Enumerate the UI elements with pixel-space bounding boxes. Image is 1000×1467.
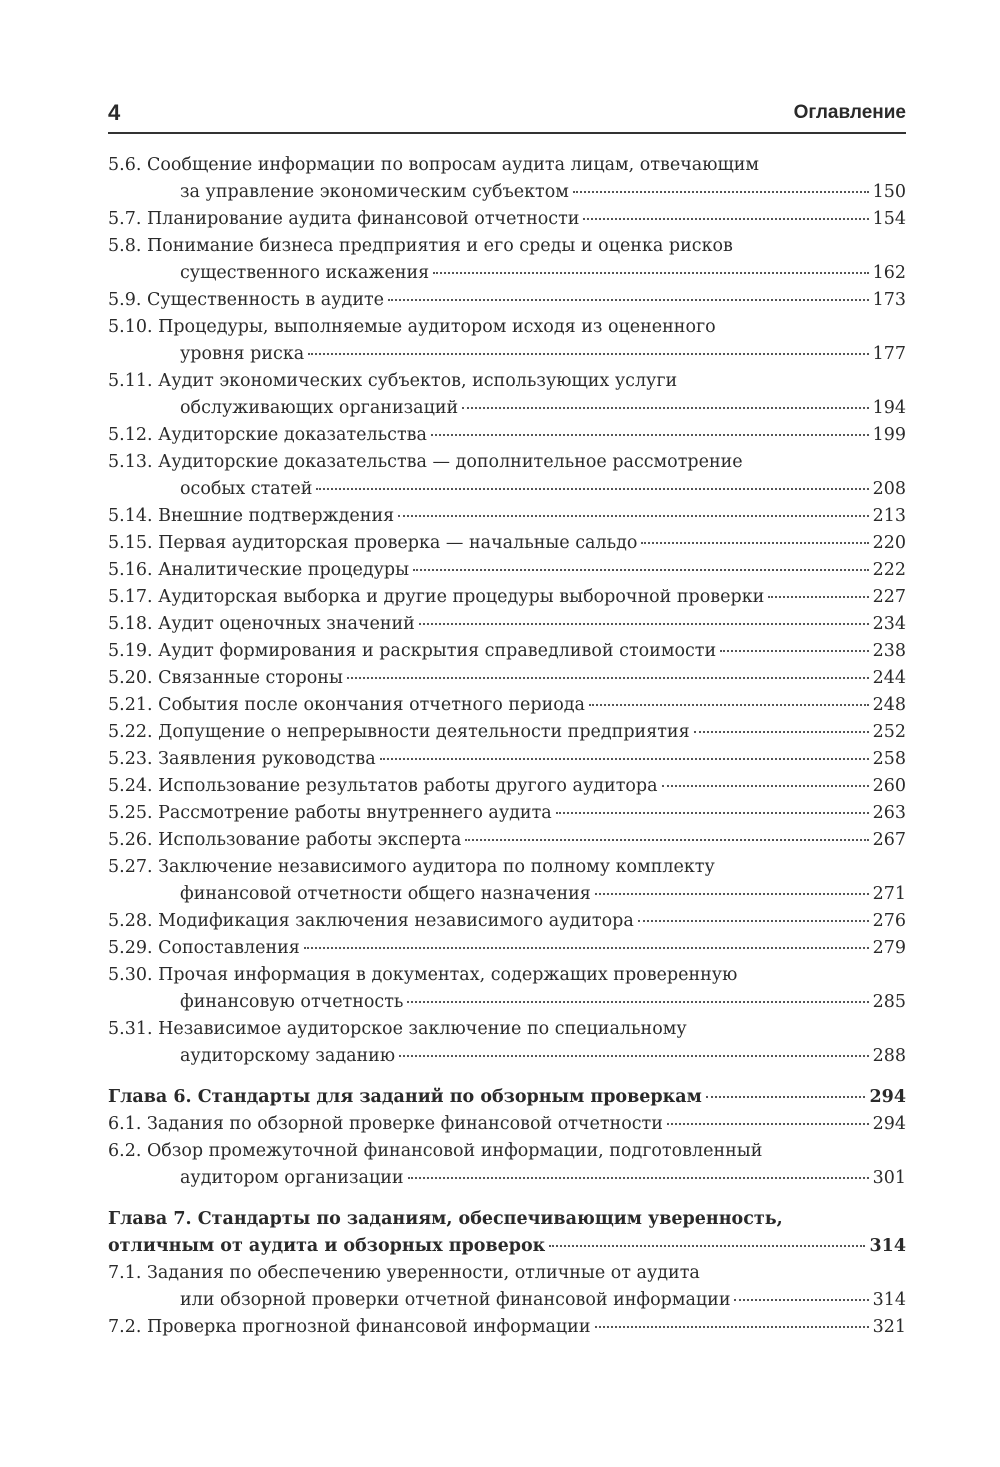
dot-leader xyxy=(431,434,869,436)
toc-entry-title: 5.14. Внешние подтверждения xyxy=(108,506,395,526)
toc-page-number: 208 xyxy=(872,479,906,499)
toc-entry-title-continued: аудиторскому заданию xyxy=(180,1046,396,1066)
dot-leader xyxy=(399,1055,869,1057)
toc-entry-title: Глава 7. Стандарты по заданиям, обеспечивающим уверенность, xyxy=(108,1209,783,1229)
toc-entry-title: 5.22. Допущение о непрерывности деятельности предприятия xyxy=(108,722,690,742)
toc-entry-title: 5.9. Существенность в аудите xyxy=(108,290,385,310)
toc-entry xyxy=(108,1260,906,1314)
running-title: Оглавление xyxy=(793,102,906,123)
dot-leader xyxy=(380,758,869,760)
toc-entry-title: 5.19. Аудит формирования и раскрытия справедливой стоимости xyxy=(108,641,717,661)
toc-entry-title: 6.2. Обзор промежуточной финансовой информации, подготовленный xyxy=(108,1141,763,1161)
toc-page-number: 199 xyxy=(872,425,906,445)
toc-entry xyxy=(108,1016,906,1070)
dot-leader xyxy=(595,1326,869,1328)
toc-page-number: 294 xyxy=(869,1087,906,1107)
running-header xyxy=(108,100,906,134)
toc-entry-title-continued: уровня риска xyxy=(180,344,305,364)
dot-leader xyxy=(413,569,869,571)
toc-entry-title: 5.27. Заключение независимого аудитора по полному комплекту xyxy=(108,857,715,877)
toc-entry xyxy=(108,1314,906,1341)
toc-page-number: 314 xyxy=(872,1290,906,1310)
toc-entry xyxy=(108,935,906,962)
toc-entry-title: 5.6. Сообщение информации по вопросам аудита лицам, отвечающим xyxy=(108,155,760,175)
dot-leader xyxy=(316,488,868,490)
toc-page-number: 285 xyxy=(872,992,906,1012)
dot-leader xyxy=(573,191,869,193)
toc-entry xyxy=(108,665,906,692)
toc-page-number: 321 xyxy=(872,1317,906,1337)
toc-page-number: 301 xyxy=(872,1168,906,1188)
toc-page-number: 194 xyxy=(872,398,906,418)
toc-entry xyxy=(108,719,906,746)
toc-entry xyxy=(108,206,906,233)
toc-page-number: 271 xyxy=(872,884,906,904)
toc-page-number: 314 xyxy=(869,1236,906,1256)
dot-leader xyxy=(304,947,869,949)
dot-leader xyxy=(595,893,869,895)
dot-leader xyxy=(734,1299,868,1301)
toc-entry xyxy=(108,557,906,584)
toc-entry-title: 5.26. Использование работы эксперта xyxy=(108,830,462,850)
dot-leader xyxy=(638,920,869,922)
toc-entry-title: 5.24. Использование результатов работы другого аудитора xyxy=(108,776,658,796)
toc-entry-title: 6.1. Задания по обзорной проверке финансовой отчетности xyxy=(108,1114,663,1134)
toc-entry xyxy=(108,800,906,827)
toc-entry-title-continued: финансовой отчетности общего назначения xyxy=(180,884,591,904)
toc-entry-title: 5.28. Модификация заключения независимого аудитора xyxy=(108,911,634,931)
dot-leader xyxy=(768,596,868,598)
toc-entry-title: Глава 6. Стандарты для заданий по обзорным проверкам xyxy=(108,1087,702,1107)
toc-entry xyxy=(108,611,906,638)
toc-page-number: 279 xyxy=(872,938,906,958)
dot-leader xyxy=(641,542,868,544)
toc-entry xyxy=(108,773,906,800)
dot-leader xyxy=(462,407,868,409)
toc-page-number: 173 xyxy=(872,290,906,310)
toc-entry xyxy=(108,287,906,314)
toc-page-number: 222 xyxy=(872,560,906,580)
toc-page-number: 177 xyxy=(872,344,906,364)
toc-entry-title: 5.7. Планирование аудита финансовой отчетности xyxy=(108,209,580,229)
toc-page-number: 267 xyxy=(872,830,906,850)
toc-entry xyxy=(108,746,906,773)
toc-entry-title-continued: или обзорной проверки отчетной финансовой информации xyxy=(180,1290,731,1310)
toc-page-number: 150 xyxy=(872,182,906,202)
chapter-entry xyxy=(108,1206,906,1260)
toc-page-number: 162 xyxy=(872,263,906,283)
toc-page-number: 213 xyxy=(872,506,906,526)
toc-entry xyxy=(108,422,906,449)
toc-entry-title-continued: существенного искажения xyxy=(180,263,430,283)
toc-page-number: 154 xyxy=(872,209,906,229)
toc-entry-title-continued: особых статей xyxy=(180,479,313,499)
dot-leader xyxy=(408,1177,869,1179)
toc-page-number: 244 xyxy=(872,668,906,688)
toc-entry-title-continued: аудитором организации xyxy=(180,1168,404,1188)
dot-leader xyxy=(407,1001,868,1003)
toc-entry-title: 7.2. Проверка прогнозной финансовой информации xyxy=(108,1317,591,1337)
toc-entry-title: 5.31. Независимое аудиторское заключение по специальному xyxy=(108,1019,687,1039)
toc-entry-title: 5.8. Понимание бизнеса предприятия и его среды и оценка рисков xyxy=(108,236,733,256)
toc-entry xyxy=(108,449,906,503)
toc-page-number: 227 xyxy=(872,587,906,607)
toc-entry-title: 5.20. Связанные стороны xyxy=(108,668,343,688)
dot-leader xyxy=(308,353,868,355)
toc-entry-title-continued: финансовую отчетность xyxy=(180,992,404,1012)
toc-page-number: 248 xyxy=(872,695,906,715)
toc-entry-title: 7.1. Задания по обеспечению уверенности, отличные от аудита xyxy=(108,1263,700,1283)
toc-page-number: 252 xyxy=(872,722,906,742)
toc-entry-title: 5.29. Сопоставления xyxy=(108,938,300,958)
dot-leader xyxy=(433,272,868,274)
toc-entry-title: 5.16. Аналитические процедуры xyxy=(108,560,410,580)
toc-entry-title: 5.18. Аудит оценочных значений xyxy=(108,614,415,634)
toc-page-number: 276 xyxy=(872,911,906,931)
toc-entry-title-continued: за управление экономическим субъектом xyxy=(180,182,569,202)
toc-entry xyxy=(108,530,906,557)
dot-leader xyxy=(398,515,868,517)
dot-leader xyxy=(549,1245,865,1247)
toc-entry xyxy=(108,827,906,854)
toc-entry xyxy=(108,314,906,368)
dot-leader xyxy=(662,785,869,787)
toc-entry-title: 5.25. Рассмотрение работы внутреннего аудита xyxy=(108,803,552,823)
toc-entry-title-continued: обслуживающих организаций xyxy=(180,398,459,418)
toc-entry xyxy=(108,584,906,611)
table-of-contents xyxy=(108,152,906,1341)
toc-entry-title: 5.13. Аудиторские доказательства — дополнительное рассмотрение xyxy=(108,452,743,472)
dot-leader xyxy=(388,299,869,301)
dot-leader xyxy=(465,839,868,841)
toc-entry-title: 5.12. Аудиторские доказательства xyxy=(108,425,427,445)
dot-leader xyxy=(419,623,869,625)
dot-leader xyxy=(556,812,869,814)
toc-entry-title: 5.17. Аудиторская выборка и другие процедуры выборочной проверки xyxy=(108,587,765,607)
dot-leader xyxy=(720,650,868,652)
toc-page-number: 258 xyxy=(872,749,906,769)
toc-entry-title: 5.15. Первая аудиторская проверка — начальные сальдо xyxy=(108,533,638,553)
dot-leader xyxy=(583,218,868,220)
toc-page-number: 294 xyxy=(872,1114,906,1134)
toc-entry-title-continued: отличным от аудита и обзорных проверок xyxy=(108,1236,546,1256)
toc-entry xyxy=(108,854,906,908)
toc-entry-title: 5.11. Аудит экономических субъектов, использующих услуги xyxy=(108,371,678,391)
toc-entry xyxy=(108,638,906,665)
toc-entry xyxy=(108,962,906,1016)
toc-page-number: 220 xyxy=(872,533,906,553)
toc-page-number: 234 xyxy=(872,614,906,634)
toc-page-number: 260 xyxy=(872,776,906,796)
toc-entry xyxy=(108,1138,906,1192)
toc-entry xyxy=(108,692,906,719)
toc-entry xyxy=(108,152,906,206)
chapter-entry xyxy=(108,1084,906,1111)
page-number: 4 xyxy=(108,100,121,125)
dot-leader xyxy=(347,677,869,679)
dot-leader xyxy=(706,1096,866,1098)
toc-entry-title: 5.10. Процедуры, выполняемые аудитором исходя из оцененного xyxy=(108,317,716,337)
toc-entry xyxy=(108,368,906,422)
toc-entry xyxy=(108,233,906,287)
toc-entry-title: 5.30. Прочая информация в документах, содержащих проверенную xyxy=(108,965,738,985)
toc-entry-title: 5.23. Заявления руководства xyxy=(108,749,376,769)
toc-entry xyxy=(108,1111,906,1138)
toc-page-number: 288 xyxy=(872,1046,906,1066)
dot-leader xyxy=(694,731,869,733)
toc-page-number: 263 xyxy=(872,803,906,823)
toc-entry xyxy=(108,503,906,530)
dot-leader xyxy=(667,1123,869,1125)
toc-page-number: 238 xyxy=(872,641,906,661)
toc-entry xyxy=(108,908,906,935)
dot-leader xyxy=(589,704,869,706)
toc-entry-title: 5.21. События после окончания отчетного периода xyxy=(108,695,585,715)
